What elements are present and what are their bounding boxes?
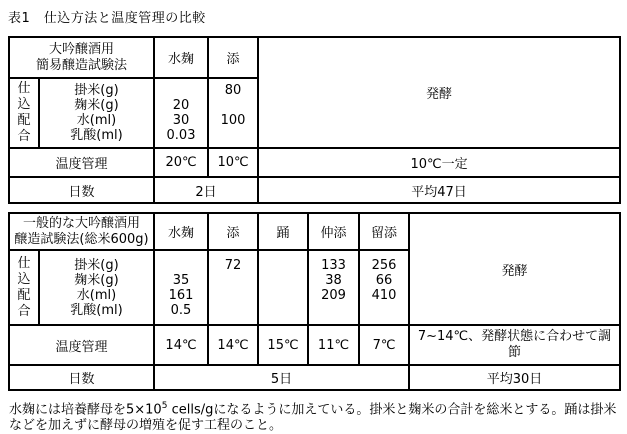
t2-temp-nakazoe: 11℃ [308, 325, 359, 365]
t2-temp-fermentation: 7~14℃、発酵状態に合わせて調節 [409, 325, 620, 365]
t2-days-row [9, 365, 620, 390]
t1-days-row [9, 177, 620, 203]
value: 0.5 [170, 302, 192, 318]
footnote [8, 398, 619, 434]
t2-values-nakazoe [308, 250, 359, 325]
t2-header-row [9, 213, 620, 250]
t2-temp-mizukoji: 14℃ [154, 325, 208, 365]
value: 0.03 [166, 128, 196, 143]
value: 209 [321, 287, 346, 303]
value [211, 98, 255, 113]
value: 35 [172, 272, 190, 288]
t2-temp-soe: 14℃ [208, 325, 258, 365]
value: 133 [321, 257, 346, 273]
ingredient-label: 水(ml) [76, 287, 117, 303]
t2-recipe-group-label-cell [9, 250, 39, 325]
t2-method-line1: 一般的な大吟醸酒用 [22, 215, 140, 231]
ingredient-label: 麹米(g) [74, 272, 119, 288]
t1-ingredient-list [39, 78, 154, 148]
ingredient-label: 水(ml) [76, 113, 117, 128]
value [261, 273, 305, 288]
value: 66 [375, 272, 393, 288]
t1-days-label: 日数 [9, 177, 154, 203]
value [261, 303, 305, 318]
value: 30 [172, 113, 190, 128]
value: 256 [371, 257, 397, 273]
t1-temperature-row [9, 148, 620, 177]
t1-temp-mizukoji: 20℃ [154, 148, 208, 177]
t2-col-header-odori: 踊 [258, 213, 308, 250]
t2-days-fermentation: 平均30日 [409, 365, 620, 390]
t1-header-row [9, 37, 620, 78]
value [261, 258, 305, 273]
table-general-brewing-method [8, 212, 621, 391]
t2-method-line2: 醸造試験法(総米600g) [14, 231, 149, 247]
t1-col-header-mizukoji: 水麹 [154, 37, 208, 78]
t2-col-header-tomezoe: 留添 [359, 213, 409, 250]
value [157, 258, 205, 273]
value: 38 [325, 272, 342, 288]
t1-days-fermentation: 平均47日 [258, 177, 620, 203]
value: 20 [172, 98, 190, 113]
t2-temp-tomezoe: 7℃ [359, 325, 409, 365]
t1-col-header-soe: 添 [208, 37, 258, 78]
ingredient-label: 乳酸(ml) [70, 128, 123, 143]
t2-values-soe [208, 250, 258, 325]
t2-values-odori [258, 250, 308, 325]
t2-values-tomezoe [359, 250, 409, 325]
t1-method-line1: 大吟醸酒用 [49, 41, 115, 57]
t1-days-value: 2日 [154, 177, 258, 203]
value [311, 303, 356, 318]
value: 80 [224, 83, 242, 98]
value: 100 [220, 113, 246, 128]
t1-values-mizukoji [154, 78, 208, 148]
t2-recipe-group-label: 仕込配合 [17, 255, 31, 319]
t1-temperature-label: 温度管理 [9, 148, 154, 177]
t1-recipe-group-label: 仕込配合 [17, 81, 31, 144]
value [261, 288, 305, 303]
t2-col-header-nakazoe: 仲添 [308, 213, 359, 250]
ingredient-label: 麹米(g) [74, 98, 119, 113]
t1-method-line2: 簡易醸造試験法 [36, 57, 128, 73]
t2-fermentation-cell: 発酵 [409, 213, 620, 325]
page-title: 表1 仕込方法と温度管理の比較 [8, 11, 206, 26]
footnote-superscript: 5 [161, 401, 168, 411]
value: 410 [371, 287, 397, 303]
t1-method-name-cell [9, 37, 154, 78]
t2-days-value: 5日 [154, 365, 409, 390]
value [157, 83, 205, 98]
value [211, 303, 255, 318]
t1-values-soe [208, 78, 258, 148]
t2-values-mizukoji [154, 250, 208, 325]
t2-temp-odori: 15℃ [258, 325, 308, 365]
t2-method-name-cell [9, 213, 154, 250]
t2-ingredient-list [39, 250, 154, 325]
t2-col-header-mizukoji: 水麹 [154, 213, 208, 250]
t2-temperature-label: 温度管理 [9, 325, 154, 365]
table-simple-brewing-method [8, 36, 621, 204]
value [362, 303, 406, 318]
ingredient-label: 掛米(g) [74, 257, 119, 273]
ingredient-label: 乳酸(ml) [70, 302, 123, 318]
t1-recipe-group-label-cell [9, 78, 39, 148]
value [211, 128, 255, 143]
value: 161 [168, 287, 194, 303]
t1-fermentation-cell: 発酵 [258, 37, 620, 148]
value [211, 273, 255, 288]
footnote-text-part1: 水麹には培養酵母を5×10 [9, 402, 162, 418]
value [211, 288, 255, 303]
t2-days-label: 日数 [9, 365, 154, 390]
t2-temperature-row [9, 325, 620, 365]
ingredient-label: 掛米(g) [74, 83, 119, 98]
t2-col-header-soe: 添 [208, 213, 258, 250]
footnote-text-part2: cells/gになるように加えている。掛米と麹米の合計を総米とする。踊は掛米などを加えずに酵母の増殖を促す工程のこと。 [9, 402, 617, 434]
value: 72 [224, 257, 242, 273]
t1-temp-fermentation: 10℃一定 [258, 148, 620, 177]
t1-temp-soe: 10℃ [208, 148, 258, 177]
